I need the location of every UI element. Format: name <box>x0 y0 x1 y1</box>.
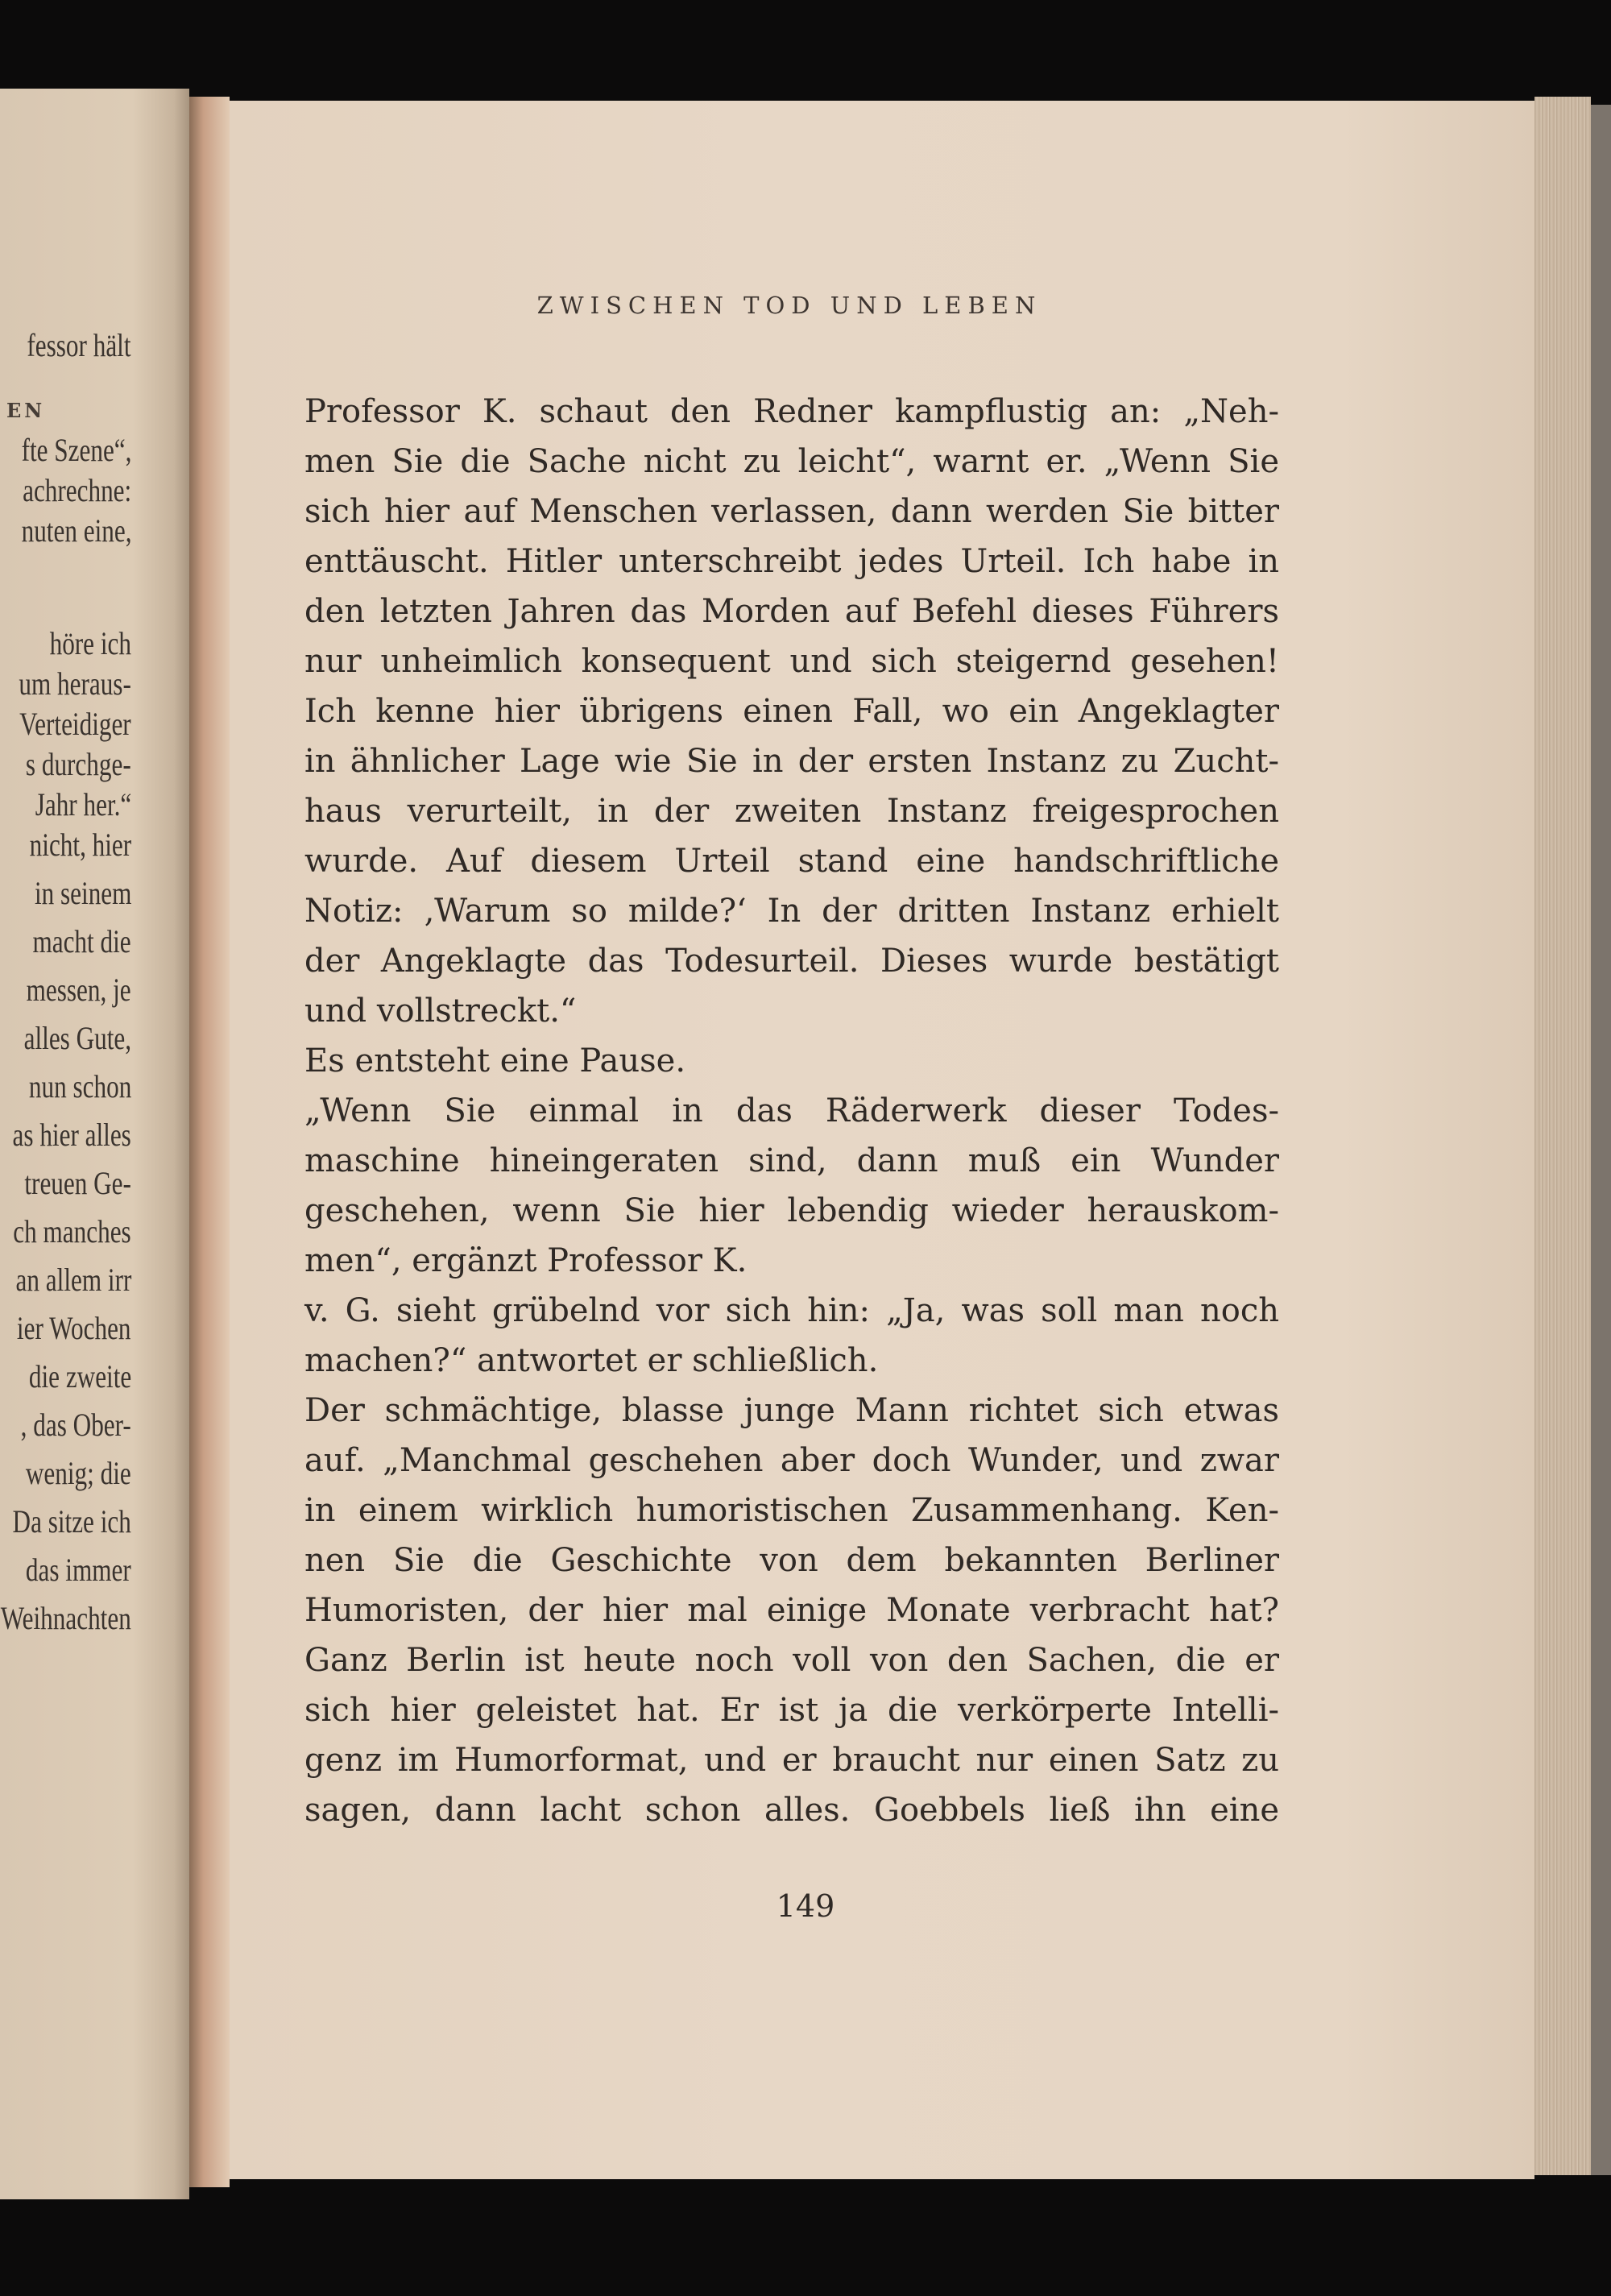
text-line: und vollstreckt.“ <box>304 993 577 1030</box>
page-number: 149 <box>776 1888 835 1924</box>
left-page-fragment: nicht, hier <box>29 827 131 863</box>
left-page-fragment: ier Wochen <box>17 1310 131 1346</box>
left-page-fragment: um heraus- <box>19 665 131 702</box>
left-page-fragment: an allem irr <box>15 1262 131 1298</box>
page-edges <box>1534 97 1591 2175</box>
left-running-head: EN <box>6 399 46 422</box>
left-page-fragment: fte Szene“, <box>21 432 131 468</box>
left-page-fragment: , das Ober- <box>20 1407 131 1443</box>
text-line: men Sie die Sache nicht zu leicht“, warnt er. „Wenn Sie <box>304 443 1279 480</box>
left-page-fragment: alles Gute, <box>23 1020 131 1056</box>
left-page-fragment: Verteidiger <box>19 706 131 742</box>
left-page-fragment: as hier alles <box>12 1117 131 1153</box>
book-gutter <box>189 97 230 2187</box>
left-page-fragment: treuen Ge- <box>24 1165 131 1201</box>
body-text <box>304 387 1279 1835</box>
text-line: den letzten Jahren das Morden auf Befehl dieses Führers <box>304 593 1279 630</box>
running-head: ZWISCHEN TOD UND LEBEN <box>536 292 1042 319</box>
text-line: v. G. sieht grübelnd vor sich hin: „Ja, was soll man noch <box>304 1292 1279 1329</box>
left-page-fragment: fessor hält <box>27 327 131 363</box>
left-page-fragment: wenig; die <box>26 1455 131 1491</box>
left-page-fragment: s durchge- <box>26 746 131 782</box>
text-line: genz im Humorformat, und er braucht nur einen Satz zu <box>304 1742 1279 1779</box>
text-line: Ganz Berlin ist heute noch voll von den Sachen, die er <box>304 1642 1279 1679</box>
text-line: auf. „Manchmal geschehen aber doch Wunder, und zwar <box>304 1442 1279 1479</box>
left-page-fragment: die zweite <box>28 1358 131 1395</box>
text-line: in einem wirklich humoristischen Zusammenhang. Ken- <box>304 1492 1279 1529</box>
text-line: Ich kenne hier übrigens einen Fall, wo ein Angeklagter <box>304 693 1279 730</box>
left-page-fragment: höre ich <box>49 625 131 661</box>
left-page <box>0 89 189 2199</box>
text-line: sich hier geleistet hat. Er ist ja die verkörperte Intelli- <box>304 1692 1279 1729</box>
text-line: maschine hineingeraten sind, dann muß ein Wunder <box>304 1142 1279 1179</box>
text-line: haus verurteilt, in der zweiten Instanz freigesprochen <box>304 793 1279 830</box>
left-page-fragment: Da sitze ich <box>12 1503 131 1540</box>
text-line: machen?“ antwortet er schließlich. <box>304 1342 879 1379</box>
left-page-fragment: in seinem <box>34 875 131 911</box>
left-page-fragment: ch manches <box>13 1213 131 1250</box>
text-line: nen Sie die Geschichte von dem bekannten Berliner <box>304 1542 1279 1579</box>
text-line: der Angeklagte das Todesurteil. Dieses wurde bestätigt <box>304 943 1279 980</box>
text-line: Notiz: ‚Warum so milde?‘ In der dritten Instanz erhielt <box>304 893 1279 930</box>
left-page-fragment: Weihnachten <box>0 1600 131 1636</box>
text-line: Professor K. schaut den Redner kampflustig an: „Neh- <box>304 393 1279 430</box>
left-page-fragment: nun schon <box>28 1068 131 1104</box>
left-page-fragment: das immer <box>26 1552 131 1588</box>
text-line: nur unheimlich konsequent und sich steigernd gesehen! <box>304 643 1279 680</box>
left-page-fragment: Jahr her.“ <box>35 786 131 823</box>
cover-edge <box>1591 105 1611 2175</box>
text-line: in ähnlicher Lage wie Sie in der ersten Instanz zu Zucht- <box>304 743 1279 780</box>
text-line: men“, ergänzt Professor K. <box>304 1242 748 1279</box>
left-page-fragment: nuten eine, <box>21 512 131 549</box>
text-line: geschehen, wenn Sie hier lebendig wieder herauskom- <box>304 1192 1279 1229</box>
text-line: Humoristen, der hier mal einige Monate verbracht hat? <box>304 1592 1279 1629</box>
text-line: Der schmächtige, blasse junge Mann richtet sich etwas <box>304 1392 1279 1429</box>
text-line: „Wenn Sie einmal in das Räderwerk dieser Todes- <box>304 1092 1279 1129</box>
text-line: Es entsteht eine Pause. <box>304 1042 686 1080</box>
left-page-fragment: messen, je <box>27 972 131 1008</box>
text-line: wurde. Auf diesem Urteil stand eine handschriftliche <box>304 843 1279 880</box>
text-line: sagen, dann lacht schon alles. Goebbels ließ ihn eine <box>304 1792 1279 1829</box>
text-line: enttäuscht. Hitler unterschreibt jedes Urteil. Ich habe in <box>304 543 1279 580</box>
text-line: sich hier auf Menschen verlassen, dann werden Sie bitter <box>304 493 1279 530</box>
left-page-fragment: macht die <box>32 923 131 959</box>
left-page-fragment: achrechne: <box>22 472 131 508</box>
